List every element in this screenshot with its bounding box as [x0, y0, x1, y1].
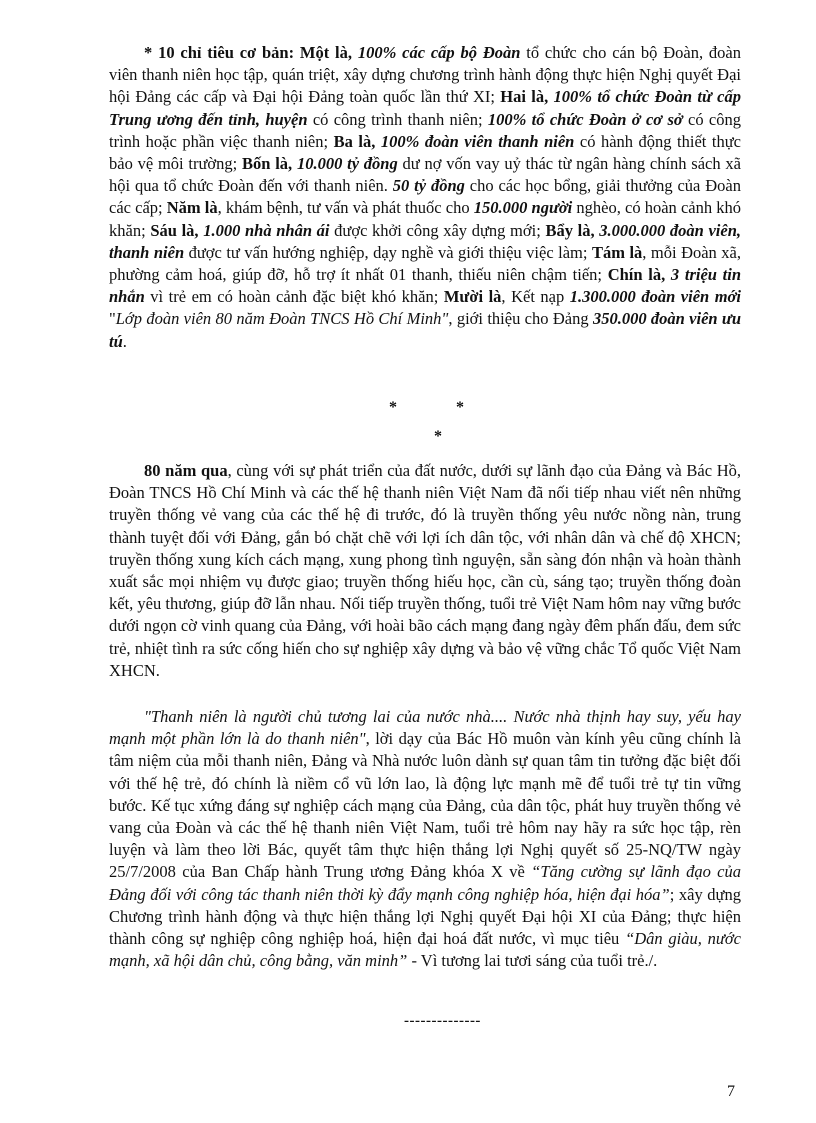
- paragraph-tradition: [109, 460, 741, 682]
- text-run: Một là,: [294, 43, 358, 62]
- quote-text: "Thanh niên là người chủ tương lai của nước nhà.... Nước nhà thịnh hay suy, yếu hay mạnh một phần lớn là do thanh niên": [109, 707, 741, 749]
- text-run: , giới thiệu cho Đảng: [448, 309, 593, 329]
- text-run: “Tăng cường sự lãnh đạo của Đảng đối với công tác thanh niên thời kỳ đẩy mạnh công nghiệp hóa, hiện đại hóa”: [109, 862, 742, 904]
- text-run: vì trẻ em có hoàn cảnh đặc biệt khó khăn;: [144, 287, 444, 307]
- text-run: - Vì tương lai tươi sáng của tuổi trẻ./.: [407, 951, 658, 971]
- section-heading: * 10 chỉ tiêu cơ bản:: [144, 43, 295, 62]
- text-run: 350.000 đoàn viên ưu tú: [109, 309, 741, 351]
- text-run: nghèo, có hoàn cảnh khó khăn;: [109, 198, 741, 240]
- text-run: Ba là,: [333, 131, 381, 151]
- text-run: , cùng với sự phát triển của đất nước, dưới sự lãnh đạo của Đảng và Bác Hồ, Đoàn TNCS Hồ Chí Minh và các thế hệ thanh niên Việt Nam đã nối tiếp nhau viết nên những truyền thống vẻ vang của các thế hệ đi trước, đó là truyền thống yêu nước nồng nàn, trung thành tuyệt đối với Đảng, gắn bó chặt chẽ với lợi ích dân tộc, với nhân dân và chế độ XHCN; truyền thống xung kích cách mạng, xung phong tình nguyện, sẵn sàng đón nhận và hoàn thành xuất sắc mọi nhiệm vụ được giao; truyền thống hiếu học, cần cù, sáng tạo; truyền thống đoàn kết, yêu thương, giúp đỡ lẫn nhau. Nối tiếp truyền thống, tuổi trẻ Việt Nam hôm nay vững bước dưới ngọn cờ vinh quang của Đảng, với hoài bão cách mạng đang ngày đêm phấn đấu, đem sức trẻ, nhiệt tình ra sức cống hiến cho sự nghiệp xây dựng và bảo vệ vững chắc Tổ quốc Việt Nam XHCN.: [109, 461, 741, 680]
- text-run: , Kết nạp: [501, 287, 570, 307]
- text-run: Bẩy là,: [545, 220, 600, 240]
- text-run: Bốn là,: [242, 154, 297, 174]
- text-run: 150.000 người: [473, 198, 573, 218]
- text-run: 1.000 nhà nhân ái: [203, 220, 330, 240]
- text-run: , lời dạy của Bác Hồ muôn vàn kính yêu cũng chính là tâm niệm của mỗi thanh niên, Đảng và Nhà nước luôn dành sự quan tâm tin tưởng đặc biệt đối với thế hệ trẻ, đó chính là niềm cổ vũ lớn lao, là động lực mạnh mẽ để tuổi trẻ tự tin vững bước. Kế tục xứng đáng sự nghiệp cách mạng của Đảng, của dân tộc, phát huy truyền thống vẻ vang của Đoàn và các thế hệ thanh niên Việt Nam, tuổi trẻ hôm nay hãy ra sức học tập, rèn luyện và làm theo lời Bác, quyết tâm thực hiện thắng lợi Nghị quyết số 25-NQ/TW ngày 25/7/2008 của Ban Chấp hành Trung ương Đảng khóa X về: [109, 729, 742, 882]
- text-run: ": [109, 309, 116, 329]
- text-run: Hai là,: [500, 87, 554, 107]
- text-run: Năm là: [166, 198, 218, 218]
- text-run: 10.000 tỷ đồng: [296, 154, 398, 174]
- text-run: Tám là: [591, 242, 643, 262]
- asterisk-divider: *: [456, 399, 464, 416]
- text-run: có công trình hoặc phần việc thanh niên;: [109, 109, 741, 151]
- text-run: 100% đoàn viên thanh niên: [380, 131, 575, 151]
- text-run: 100% tổ chức Đoàn từ cấp Trung ương đến tỉnh, huyện: [109, 87, 741, 129]
- text-run: 1.300.000 đoàn viên mới: [569, 287, 741, 307]
- text-run: Mười là: [443, 287, 502, 307]
- text-run: “Dân giàu, nước mạnh, xã hội dân chủ, công bằng, văn minh”: [109, 929, 741, 971]
- asterisk-divider: *: [389, 399, 397, 416]
- text-run: , khám bệnh, tư vấn và phát thuốc cho: [217, 198, 474, 218]
- text-run: tổ chức cho cán bộ Đoàn, đoàn viên thanh niên học tập, quán triệt, xây dựng chương trình hành động thực hiện Nghị quyết Đại hội Đảng các cấp và Đại hội Đảng toàn quốc lần thứ XI;: [109, 43, 741, 107]
- text-run: cho các học bổng, giải thưởng của Đoàn các cấp;: [109, 176, 741, 218]
- text-run: có hành động thiết thực bảo vệ môi trường;: [109, 131, 741, 174]
- text-run: ; xây dựng Chương trình hành động và thực hiện thắng lợi Nghị quyết Đại hội XI của Đảng; thực hiện thành công sự nghiệp công nghiệp hoá, hiện đại hoá đất nước, vì mục tiêu: [109, 884, 741, 949]
- text-run: 3.000.000 đoàn viên, thanh niên: [109, 220, 742, 262]
- text-run: .: [122, 331, 127, 351]
- text-run: được khởi công xây dựng mới;: [329, 220, 546, 240]
- text-run: có công trình thanh niên;: [307, 109, 488, 129]
- paragraph-quote: [109, 706, 741, 972]
- text-run: 100% các cấp bộ Đoàn: [357, 43, 521, 62]
- asterisk-divider: *: [434, 428, 442, 445]
- text-run: , mỗi Đoàn xã, phường cảm hoá, giúp đỡ, hỗ trợ ít nhất 01 thanh, thiếu niên chậm tiến;: [109, 242, 741, 285]
- text-run: Sáu là,: [150, 220, 204, 240]
- text-run: dư nợ vốn vay uỷ thác từ ngân hàng chính sách xã hội qua tổ chức Đoàn đến với thanh niên.: [109, 154, 741, 196]
- text-run: được tư vấn hướng nghiệp, dạy nghề và giới thiệu việc làm;: [184, 242, 592, 262]
- text-run: Chín là,: [607, 265, 671, 285]
- text-run: 3 triệu tin nhắn: [109, 265, 741, 307]
- page-number: 7: [727, 1083, 735, 1100]
- text-run: 50 tỷ đồng: [392, 176, 465, 196]
- paragraph-ten-targets: [109, 42, 741, 353]
- end-separator: --------------: [404, 1013, 481, 1029]
- text-run: Lớp đoàn viên 80 năm Đoàn TNCS Hồ Chí Minh": [115, 309, 449, 329]
- text-run: 100% tổ chức Đoàn ở cơ sở: [487, 109, 683, 129]
- text-run: 80 năm qua: [144, 461, 228, 480]
